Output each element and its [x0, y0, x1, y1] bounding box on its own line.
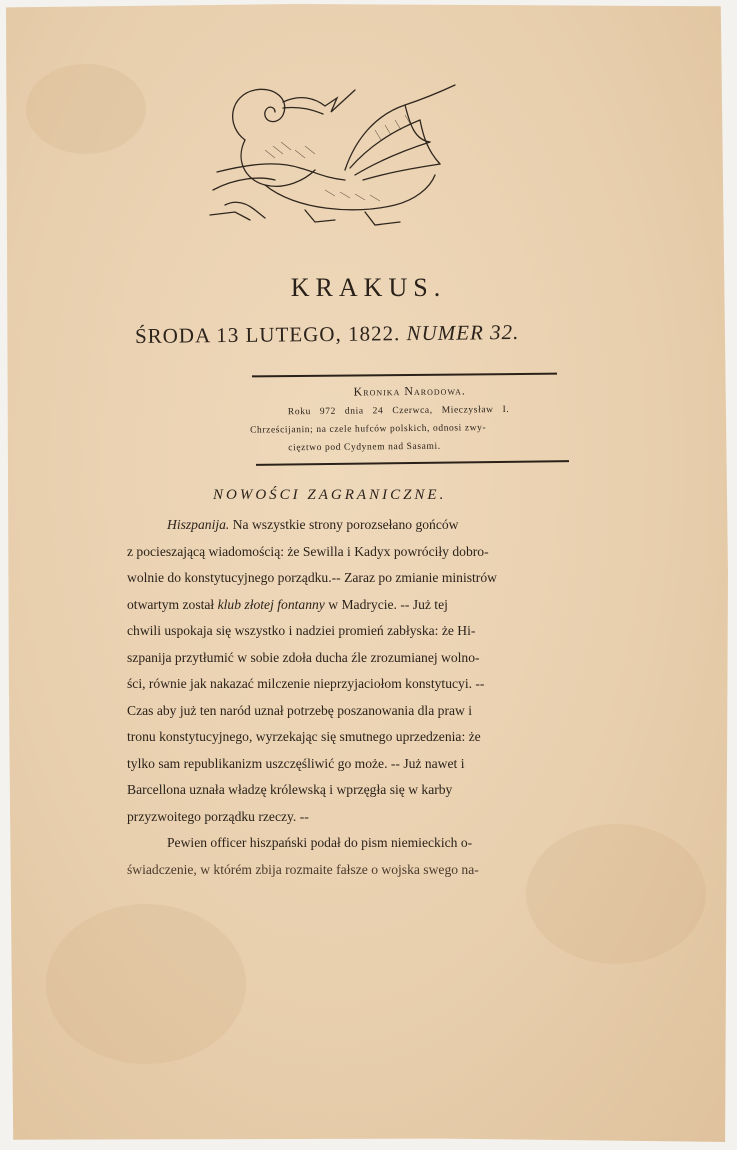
- body-line: tylko sam republikanizm uszczęśliwić go może. -- Już nawet i: [127, 755, 465, 771]
- body-line: świadczenie, w którém zbija rozmaite fałsze o wojska swego na-: [127, 861, 479, 877]
- body-line: chwili uspokaja się wszystko i nadziei promień zabłyska: że Hi-: [127, 623, 476, 638]
- article-body: [127, 512, 587, 883]
- dragon-vignette: [205, 80, 465, 230]
- country-lead: Hiszpanija.: [167, 517, 230, 532]
- body-line: otwartym został klub złotej fontanny w Madrycie. -- Już tej: [127, 596, 448, 612]
- body-line: z pocieszającą wiadomością: że Sewilla i Kadyx powróciły dobro-: [127, 543, 489, 559]
- body-line: Czas aby już ten naród uznał potrzebę poszanowania dla praw i: [127, 702, 472, 718]
- kronika-title: Kronika Narodowa.: [353, 383, 466, 399]
- body-line: tronu konstytucyjnego, wyrzekając się smutnego uprzedzenia: że: [127, 729, 481, 744]
- kronika-line: cięztwo pod Cydynem nad Sasami.: [288, 441, 441, 454]
- issue-date: ŚRODA 13 LUTEGO, 1822.: [134, 321, 401, 349]
- kronika-line: Chrześcijanin; na czele hufców polskich, odnosi zwy-: [250, 423, 487, 436]
- section-title: NOWOŚCI ZAGRANICZNE.: [213, 487, 447, 503]
- kronika-line: Roku 972 dnia 24 Czerwca, Mieczysław I.: [287, 404, 510, 418]
- body-line: Hiszpanija. Na wszystkie strony porozsełano gońców: [167, 517, 459, 532]
- body-line: ści, równie jak nakazać milczenie nieprzyjaciołom konstytucyi. --: [127, 676, 485, 691]
- issue-date-line: [135, 320, 520, 349]
- newspaper-title: KRAKUS.: [290, 273, 447, 302]
- body-line: przyzwoitego porządku rzeczy. --: [127, 808, 309, 824]
- body-line: Pewien officer hiszpański podał do pism niemieckich o-: [167, 835, 473, 850]
- issue-number: NUMER 32.: [406, 319, 520, 346]
- kronika-box: [250, 382, 571, 457]
- body-line: Barcellona uznała władzę królewską i wprzęgła się w karby: [127, 782, 453, 797]
- body-line: wolnie do konstytucyjnego porządku.-- Zaraz po zmianie ministrów: [127, 570, 497, 585]
- body-line: szpanija przytłumić w sobie zdoła ducha źle zrozumianej wolno-: [127, 649, 480, 665]
